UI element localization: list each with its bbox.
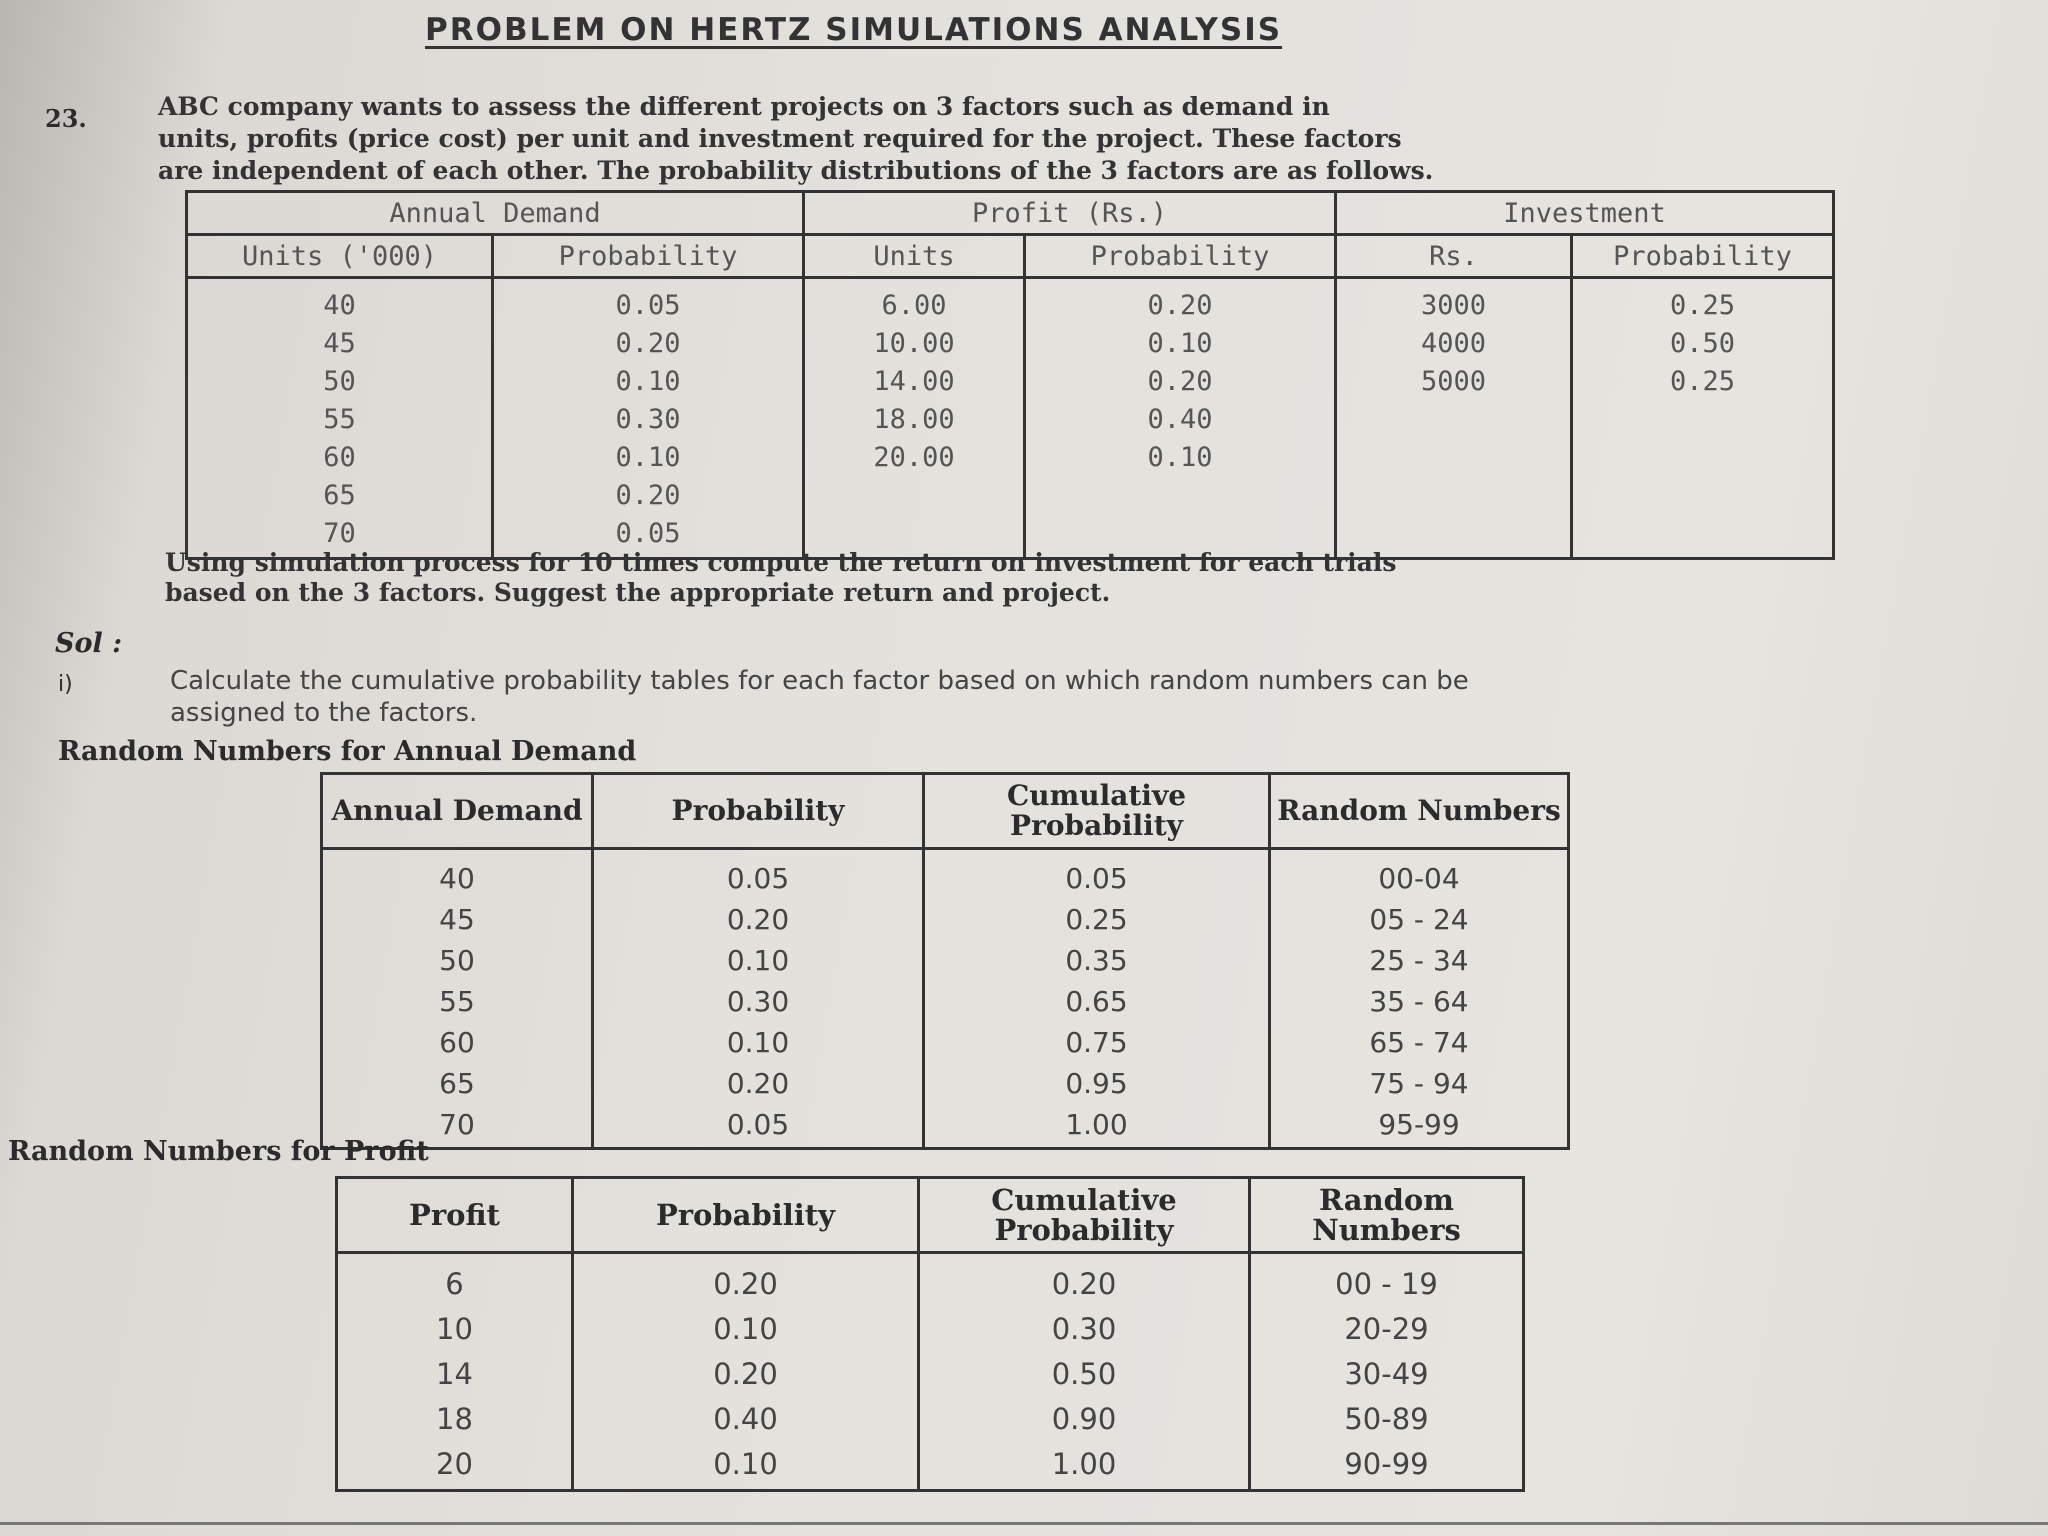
table-cell: 0.35 xyxy=(1065,944,1128,977)
group-header-profit: Profit (Rs.) xyxy=(804,192,1336,235)
page-bottom-rule xyxy=(0,1522,2048,1525)
table-cell: 55 xyxy=(323,404,356,435)
demand-header-probability: Probability xyxy=(593,774,924,849)
given-column xyxy=(1025,278,1336,559)
subheader-profit-probability: Probability xyxy=(1025,235,1336,278)
table-cell: 55 xyxy=(439,985,475,1018)
table-cell: 0.20 xyxy=(726,1067,790,1100)
table-cell: 0.20 xyxy=(615,328,681,359)
given-column xyxy=(1572,278,1834,559)
demand-column xyxy=(322,849,593,1149)
table-cell: 35 - 64 xyxy=(1369,985,1469,1018)
table-cell: 95-99 xyxy=(1378,1108,1460,1141)
table-cell: 0.75 xyxy=(1065,1026,1128,1059)
given-column xyxy=(1336,278,1572,559)
profit-column xyxy=(573,1253,919,1491)
table-cell: 0.40 xyxy=(713,1402,778,1436)
profit-random-numbers-table xyxy=(335,1176,1525,1492)
profit-header-probability: Probability xyxy=(573,1178,919,1253)
demand-column xyxy=(1270,849,1569,1149)
table-cell: 0.20 xyxy=(726,903,790,936)
table-cell: 10.00 xyxy=(873,328,955,359)
table-cell: 5000 xyxy=(1420,366,1487,397)
table-cell: 0.25 xyxy=(1669,290,1736,321)
table-cell: 45 xyxy=(439,903,475,936)
table-cell: 20-29 xyxy=(1344,1312,1429,1346)
table-cell: 65 xyxy=(439,1067,475,1100)
table-cell: 05 - 24 xyxy=(1369,903,1469,936)
table-cell: 0.30 xyxy=(726,985,790,1018)
table-cell: 0.10 xyxy=(615,366,681,397)
question-line-3: are independent of each other. The probability distributions of the 3 factors are as follows. xyxy=(158,156,1434,185)
step-line-2: assigned to the factors. xyxy=(170,698,478,728)
table-cell: 1.00 xyxy=(1065,1108,1128,1141)
demand-random-numbers-table xyxy=(320,772,1570,1150)
table-cell: 0.05 xyxy=(1065,862,1128,895)
demand-header-annual-demand: Annual Demand xyxy=(322,774,593,849)
table-cell: 00 - 19 xyxy=(1335,1267,1438,1301)
table-cell: 45 xyxy=(323,328,356,359)
table-cell: 0.20 xyxy=(615,480,681,511)
table-cell: 0.65 xyxy=(1065,985,1128,1018)
table-cell: 60 xyxy=(323,442,356,473)
step-line-1: Calculate the cumulative probability tables for each factor based on which random numbers can be xyxy=(170,666,1469,696)
table-cell: 25 - 34 xyxy=(1369,944,1469,977)
table-cell: 75 - 94 xyxy=(1369,1067,1469,1100)
table-cell: 0.20 xyxy=(713,1267,778,1301)
given-column xyxy=(187,278,493,559)
table-cell: 0.20 xyxy=(1051,1267,1117,1301)
demand-header-cumulative: Cumulative Probability xyxy=(924,774,1270,849)
table-cell: 0.05 xyxy=(615,518,681,549)
given-distribution-table xyxy=(185,190,1835,560)
question-line-1: ABC company wants to assess the different projects on 3 factors such as demand in xyxy=(158,92,1330,121)
table-cell: 4000 xyxy=(1420,328,1487,359)
table-cell: 40 xyxy=(439,862,475,895)
table-cell: 0.25 xyxy=(1065,903,1128,936)
profit-header-cumulative: Cumulative Probability xyxy=(919,1178,1250,1253)
table-cell: 0.95 xyxy=(1065,1067,1128,1100)
table-cell: 20 xyxy=(436,1447,473,1481)
subheader-investment-rs: Rs. xyxy=(1336,235,1572,278)
table-cell: 70 xyxy=(323,518,356,549)
question-line-2: units, profits (price cost) per unit and investment required for the project. These factors xyxy=(158,124,1402,153)
table-cell: 0.20 xyxy=(1147,366,1213,397)
given-column xyxy=(493,278,804,559)
subheader-profit-units: Units xyxy=(804,235,1025,278)
profit-table-heading: Random Numbers for Profit xyxy=(8,1136,429,1167)
table-cell: 0.20 xyxy=(1147,290,1213,321)
table-cell: 50 xyxy=(439,944,475,977)
group-header-demand: Annual Demand xyxy=(187,192,804,235)
table-cell: 0.20 xyxy=(713,1357,778,1391)
table-cell: 0.10 xyxy=(713,1447,778,1481)
profit-header-profit: Profit xyxy=(337,1178,573,1253)
demand-table-heading: Random Numbers for Annual Demand xyxy=(58,736,637,767)
table-cell: 0.50 xyxy=(1051,1357,1117,1391)
profit-column xyxy=(919,1253,1250,1491)
instruction-line-1: Using simulation process for 10 times compute the return on investment for each trials xyxy=(165,548,1397,577)
table-cell: 20.00 xyxy=(873,442,955,473)
table-cell: 50-89 xyxy=(1344,1402,1429,1436)
table-cell: 65 xyxy=(323,480,356,511)
group-header-investment: Investment xyxy=(1336,192,1834,235)
table-cell: 60 xyxy=(439,1026,475,1059)
table-cell: 90-99 xyxy=(1344,1447,1429,1481)
page-title: PROBLEM ON HERTZ SIMULATIONS ANALYSIS xyxy=(425,12,1283,48)
table-cell: 6.00 xyxy=(881,290,947,321)
profit-header-random-numbers: Random Numbers xyxy=(1250,1178,1524,1253)
table-cell: 18 xyxy=(436,1402,473,1436)
table-cell: 0.25 xyxy=(1669,366,1736,397)
profit-column xyxy=(1250,1253,1524,1491)
table-cell: 65 - 74 xyxy=(1369,1026,1469,1059)
table-cell: 40 xyxy=(323,290,356,321)
table-cell: 0.10 xyxy=(1147,328,1213,359)
table-cell: 30-49 xyxy=(1344,1357,1429,1391)
table-cell: 0.05 xyxy=(615,290,681,321)
demand-column xyxy=(924,849,1270,1149)
question-number: 23. xyxy=(45,104,87,133)
table-cell: 0.90 xyxy=(1051,1402,1117,1436)
table-cell: 00-04 xyxy=(1378,862,1460,895)
table-cell: 0.10 xyxy=(713,1312,778,1346)
table-cell: 14.00 xyxy=(873,366,955,397)
table-cell: 0.10 xyxy=(726,944,790,977)
table-cell: 6 xyxy=(445,1267,464,1301)
subheader-demand-units: Units ('000) xyxy=(187,235,493,278)
demand-column xyxy=(593,849,924,1149)
table-cell: 0.50 xyxy=(1669,328,1736,359)
instruction-line-2: based on the 3 factors. Suggest the appropriate return and project. xyxy=(165,578,1111,607)
table-cell: 14 xyxy=(436,1357,473,1391)
table-cell: 0.30 xyxy=(1051,1312,1117,1346)
table-cell: 70 xyxy=(439,1108,475,1141)
table-cell: 3000 xyxy=(1420,290,1487,321)
subheader-investment-probability: Probability xyxy=(1572,235,1834,278)
subheader-demand-probability: Probability xyxy=(493,235,804,278)
solution-label: Sol : xyxy=(55,628,123,659)
demand-header-random-numbers: Random Numbers xyxy=(1270,774,1569,849)
profit-column xyxy=(337,1253,573,1491)
table-cell: 0.40 xyxy=(1147,404,1213,435)
table-cell: 0.10 xyxy=(615,442,681,473)
table-cell: 1.00 xyxy=(1051,1447,1117,1481)
table-cell: 0.30 xyxy=(615,404,681,435)
table-cell: 18.00 xyxy=(873,404,955,435)
table-cell: 10 xyxy=(436,1312,473,1346)
table-cell: 0.05 xyxy=(726,1108,790,1141)
table-cell: 0.10 xyxy=(726,1026,790,1059)
table-cell: 0.10 xyxy=(1147,442,1213,473)
table-cell: 0.05 xyxy=(726,862,790,895)
table-cell: 50 xyxy=(323,366,356,397)
given-column xyxy=(804,278,1025,559)
step-number: i) xyxy=(58,672,73,697)
